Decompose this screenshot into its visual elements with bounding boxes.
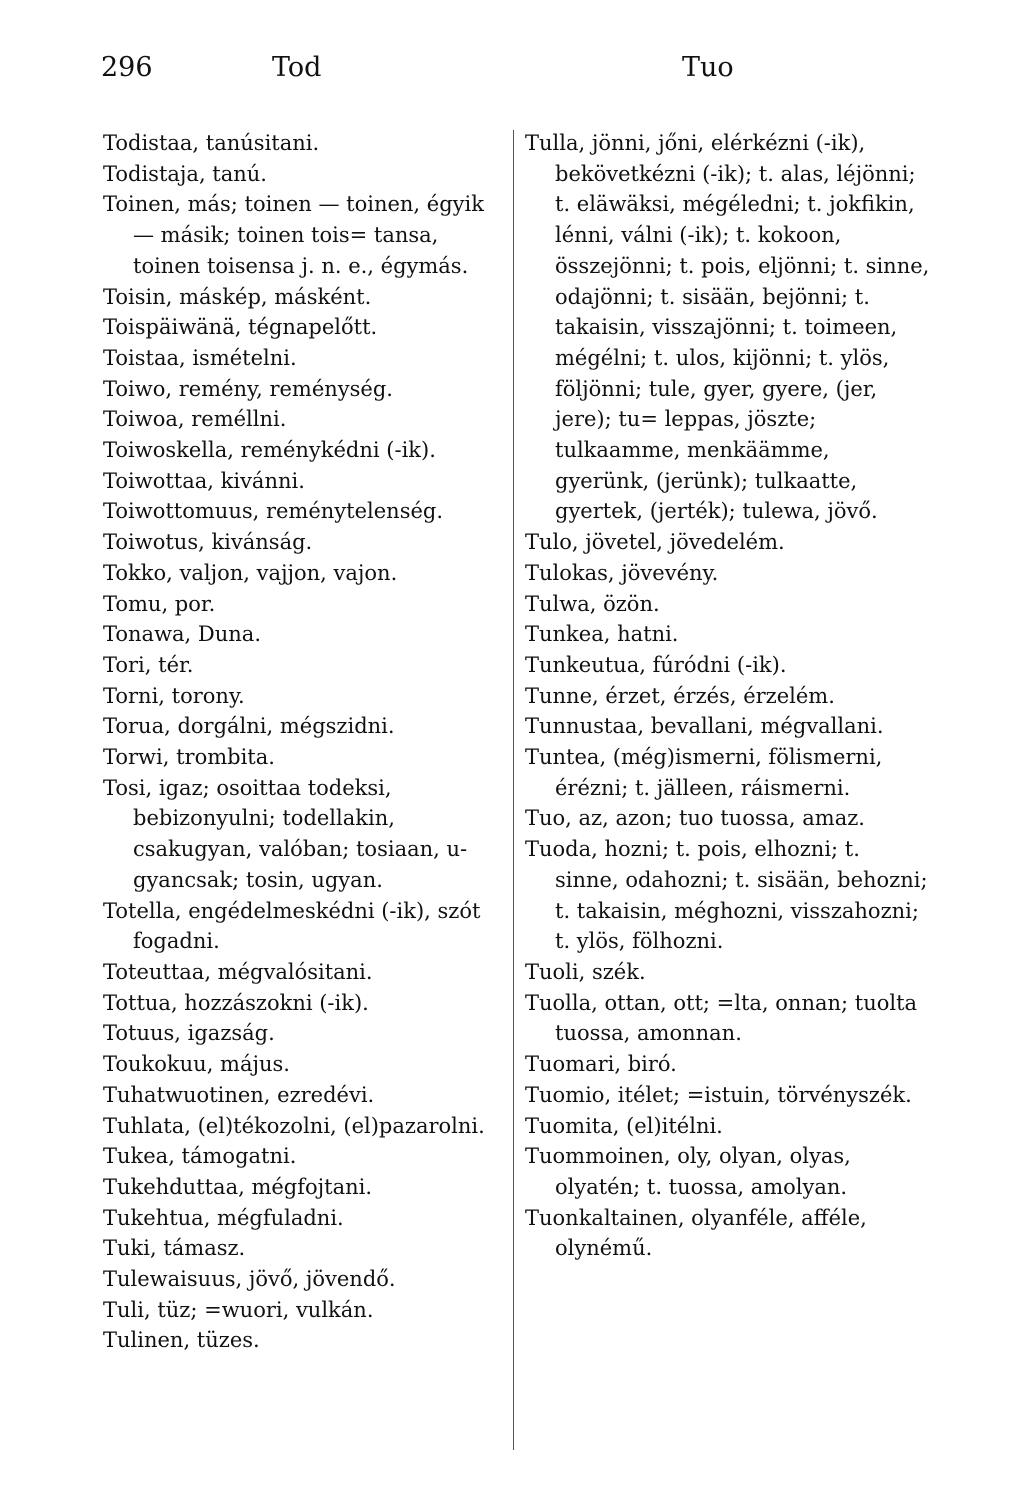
dictionary-entry: Tukehduttaa, mégfojtani. — [103, 1174, 373, 1199]
dictionary-entry: Toiwottomuus, reménytelenség. — [103, 499, 444, 524]
dictionary-entry: Tunne, érzet, érzés, érzelém. — [525, 683, 835, 708]
page-number: 296 — [101, 52, 153, 83]
dictionary-entry: Tokko, valjon, vajjon, vajon. — [103, 560, 398, 585]
dictionary-entry: Tulinen, tüzes. — [103, 1328, 260, 1353]
dictionary-entry: Tunnustaa, bevallani, mégvallani. — [525, 714, 884, 739]
dictionary-entry: Tukehtua, mégfuladni. — [103, 1205, 344, 1230]
dictionary-entry: Torua, dorgálni, mégszidni. — [103, 714, 395, 739]
dictionary-entry: Toisin, máskép, másként. — [103, 284, 372, 309]
dictionary-entry: Tulewaisuus, jövő, jövendő. — [103, 1267, 396, 1292]
guide-word-right: Tuo — [682, 52, 734, 83]
dictionary-entry: Tukea, támogatni. — [103, 1144, 297, 1169]
dictionary-entry: Tomu, por. — [103, 591, 216, 616]
dictionary-entry: Todistaja, tanú. — [103, 161, 267, 186]
dictionary-entry: Toispäiwänä, tégnapelőtt. — [103, 315, 378, 340]
dictionary-entry: Toiwotus, kivánság. — [103, 530, 313, 555]
left-column — [103, 128, 503, 1356]
dictionary-entry: Tuomio, itélet; =istuin, törvényszék. — [525, 1082, 912, 1107]
dictionary-entry: Tuli, tüz; =wuori, vulkán. — [103, 1297, 374, 1322]
dictionary-entry: Torni, torony. — [103, 683, 245, 708]
dictionary-entry: Tulokas, jövevény. — [525, 560, 719, 585]
dictionary-entry: Tuommoinen, oly, olyan, olyas, olyatén; t. tuossa, amolyan. — [525, 1144, 851, 1199]
dictionary-entry: Tuomita, (el)itélni. — [525, 1113, 723, 1138]
dictionary-entry: Toiwo, remény, reménység. — [103, 376, 393, 401]
page-header — [0, 52, 1024, 92]
dictionary-entry: Torwi, trombita. — [103, 745, 275, 770]
dictionary-entry: Tuonkaltainen, olyanféle, afféle, olynémű. — [525, 1205, 867, 1261]
dictionary-entry: Tulo, jövetel, jövedelém. — [525, 530, 785, 555]
dictionary-entry: Toinen, más; toinen — toinen, égyik — másik; toinen tois= tansa, toinen toisensa j. n. e., égymás. — [103, 192, 484, 278]
dictionary-entry: Toiwoa, reméllni. — [103, 407, 287, 432]
dictionary-entry: Tori, tér. — [103, 652, 194, 677]
dictionary-entry: Tulla, jönni, jőni, elérkézni (-ik), bekövetkézni (-ik); t. alas, léjönni; t. eläwäksi, mégéledni; t. jokfikin, lénni, válni (-ik); t. kokoon, összejönni; t. pois, eljönni; t. sinne, odajönni; t. sisään, bejönni; t. takaisin, visszajönni; t. toimeen, mégélni; t. ulos, kijönni; t. ylös, följönni; tule, gyer, gyere, (jer, jere); tu= leppas, jöszte; tulkaamme, menkäämme, gyerünk, (jerünk); tulkaatte, gyertek, (jerték); tulewa, jövő. — [525, 131, 930, 524]
dictionary-entry: Tuomari, biró. — [525, 1052, 677, 1077]
dictionary-entry: Toiwoskella, reménykédni (-ik). — [103, 438, 436, 463]
dictionary-entry: Totuus, igazság. — [103, 1021, 275, 1046]
right-column — [525, 128, 930, 1264]
dictionary-entry: Tottua, hozzászokni (-ik). — [103, 990, 369, 1015]
dictionary-entry: Tuntea, (még)ismerni, fölismerni, érézni; t. jälleen, ráismerni. — [525, 745, 883, 800]
dictionary-entry: Toukokuu, május. — [103, 1052, 290, 1077]
dictionary-entry: Tuoda, hozni; t. pois, elhozni; t. sinne, odahozni; t. sisään, behozni; t. takaisin, méghozni, visszahozni; t. ylös, fölhozni. — [525, 837, 928, 954]
dictionary-entry: Toiwottaa, kivánni. — [103, 468, 305, 493]
dictionary-entry: Tuhatwuotinen, ezredévi. — [103, 1082, 375, 1107]
dictionary-entry: Tuo, az, azon; tuo tuossa, amaz. — [525, 806, 865, 831]
dictionary-entry: Tuolla, ottan, ott; =lta, onnan; tuolta tuossa, amonnan. — [525, 990, 918, 1046]
dictionary-entry: Tunkeutua, fúródni (-ik). — [525, 652, 787, 677]
dictionary-entry: Totella, engédelmeskédni (-ik), szót fogadni. — [103, 898, 481, 954]
dictionary-entry: Tosi, igaz; osoittaa todeksi, bebizonyulni; todellakin, csakugyan, valóban; tosiaan, u-gyancsak; tosin, ugyan. — [103, 775, 468, 892]
dictionary-entry: Toteuttaa, mégvalósitani. — [103, 959, 373, 984]
column-divider — [513, 130, 514, 1450]
dictionary-entry: Todistaa, tanúsitani. — [103, 131, 320, 155]
dictionary-entry: Tuki, támasz. — [103, 1236, 246, 1261]
dictionary-entry: Tulwa, özön. — [525, 591, 660, 616]
dictionary-entry: Tonawa, Duna. — [103, 622, 261, 647]
dictionary-entry: Toistaa, ismételni. — [103, 345, 297, 370]
dictionary-entry: Tunkea, hatni. — [525, 622, 679, 647]
dictionary-entry: Tuoli, szék. — [525, 959, 646, 984]
dictionary-entry: Tuhlata, (el)tékozolni, (el)pazarolni. — [103, 1113, 485, 1138]
guide-word-left: Tod — [272, 52, 322, 83]
